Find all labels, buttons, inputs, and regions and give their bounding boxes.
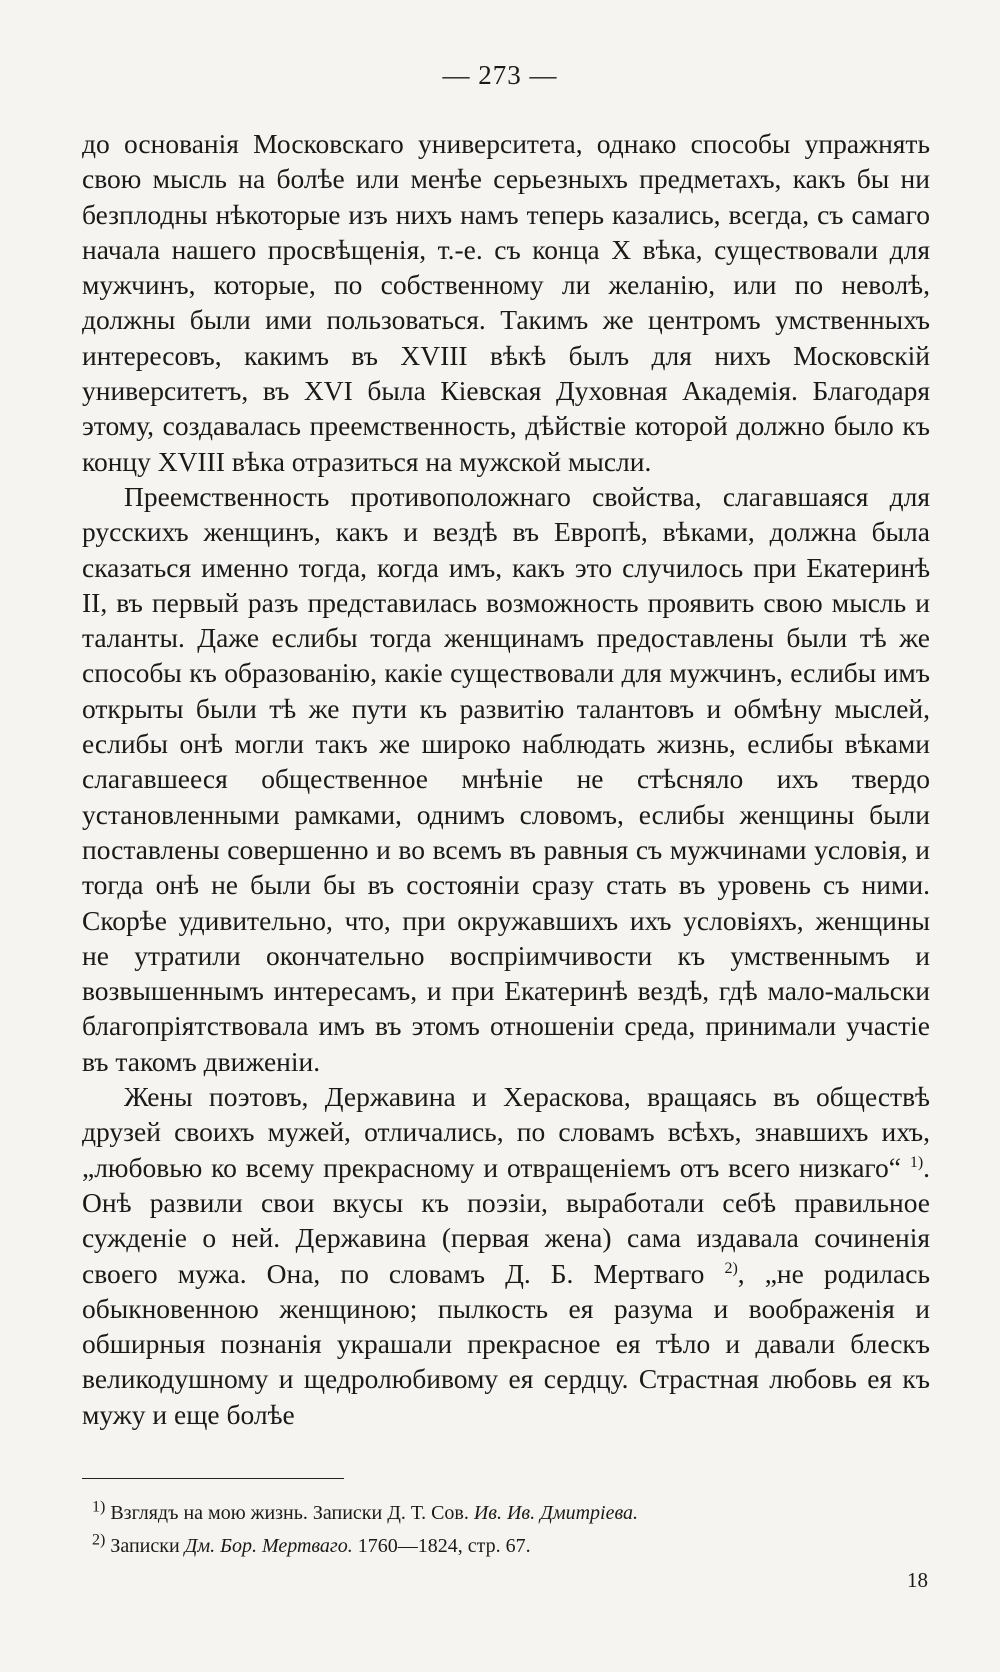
footnote-2-tail: 1760—1824, стр. 67. — [352, 1535, 531, 1557]
paragraph-3-part-3: , „не родилась обыкновенною женщиною; пылкость ея разума и воображенія и обширныя познанія украшали прекрасное ея тѣло и давали блескъ великодушному и щедролюбивому ея сердцу. Страстная любовь ея къ мужу и еще болѣе — [82, 1257, 930, 1430]
footnote-1 — [92, 1497, 928, 1530]
footnote-ref-2-number: 2 — [724, 1259, 733, 1277]
paragraph-2: Преемственность противоположнаго свойства, слагавшаяся для русскихъ женщинъ, какъ и вездѣ въ Европѣ, вѣками, должна была сказаться именно тогда, когда имъ, какъ это случилось при Екатеринѣ II, въ первый разъ представилась возможность проявить свою мысль и таланты. Даже еслибы тогда женщинамъ предоставлены были тѣ же способы къ образованію, какіе существовали для мужчинъ, еслибы имъ открыты были тѣ же пути къ развитію талантовъ и обмѣну мыслей, еслибы онѣ могли такъ же широко наблюдать жизнь, еслибы вѣками слагавшееся общественное мнѣніе не стѣсняло ихъ твердо установленными рамками, однимъ словомъ, еслибы женщины были поставлены совершенно и во всемъ въ равныя съ мужчинами условія, и тогда онѣ не были бы въ состояніи сразу стать въ уровень съ ними. Скорѣе удивительно, что, при окружавшихъ ихъ условіяхъ, женщины не утратили окончательно воспріимчивости къ умственнымъ и возвышеннымъ интересамъ, и при Екатеринѣ вездѣ, гдѣ мало-мальски благопріятствовала имъ въ этомъ отношеніи среда, принимали участіе въ такомъ движеніи. — [82, 480, 930, 1077]
footnote-ref-1[interactable]: 1) — [909, 1153, 924, 1171]
signature-mark: 18 — [907, 1568, 928, 1592]
footnote-2-marker: 2) — [92, 1531, 106, 1549]
footnote-1-marker-number: 1 — [92, 1498, 100, 1516]
footnote-1-text: Взглядъ на мою жизнь. Записки Д. Т. Сов. — [110, 1502, 474, 1524]
paragraph-1: до основанія Московскаго университета, однако способы упражнять свою мысль на болѣе или менѣе серьезныхъ предметахъ, какъ бы ни безплодны нѣкоторые изъ нихъ намъ теперь казались, всегда, съ самаго начала нашего просвѣщенія, т.-е. съ конца X вѣка, существовали для мужчинъ, которые, по собственному ли желанію, или по неволѣ, должны были ими пользоваться. Такимъ же центромъ умственныхъ интересовъ, какимъ въ XVIII вѣкѣ былъ для нихъ Московскій университетъ, въ XVI была Кіевская Духовная Академія. Благодаря этому, создавалась преемственность, дѣйствіе которой должно было къ концу XVIII вѣка отразиться на мужской мысли. — [82, 128, 930, 477]
footnote-1-marker: 1) — [92, 1498, 106, 1516]
footnote-2-author: Дм. Бор. Мертваго. — [184, 1535, 353, 1557]
footnote-1-author: Ив. Ив. Дмитріева. — [473, 1502, 639, 1524]
paragraph-3-part-1: Жены поэтовъ, Державина и Хераскова, вращаясь въ обществѣ друзей своихъ мужей, отличались, по словамъ всѣхъ, знавшихъ ихъ, „любовью ко всему прекрасному и отвращеніемъ отъ всего низкаго“ — [82, 1081, 930, 1183]
footnote-2-marker-number: 2 — [92, 1531, 100, 1549]
footnote-2 — [92, 1530, 928, 1563]
paragraph-3-part-2: . Онѣ развили свои вкусы къ поэзіи, выработали себѣ правильное сужденіе о ней. Державина (первая жена) сама издавала сочиненія своего мужа. Она, по словамъ Д. Б. Мертваго — [82, 1151, 931, 1289]
footnotes — [92, 1497, 928, 1563]
footnote-ref-2[interactable]: 2) — [724, 1259, 738, 1277]
paragraph-3 — [82, 1079, 930, 1432]
footnote-divider — [82, 1478, 344, 1479]
footnote-2-text: Записки — [110, 1535, 185, 1557]
page-number: — 273 — — [442, 60, 558, 90]
body-text — [82, 126, 930, 1432]
footnote-ref-1-number: 1 — [909, 1153, 918, 1171]
